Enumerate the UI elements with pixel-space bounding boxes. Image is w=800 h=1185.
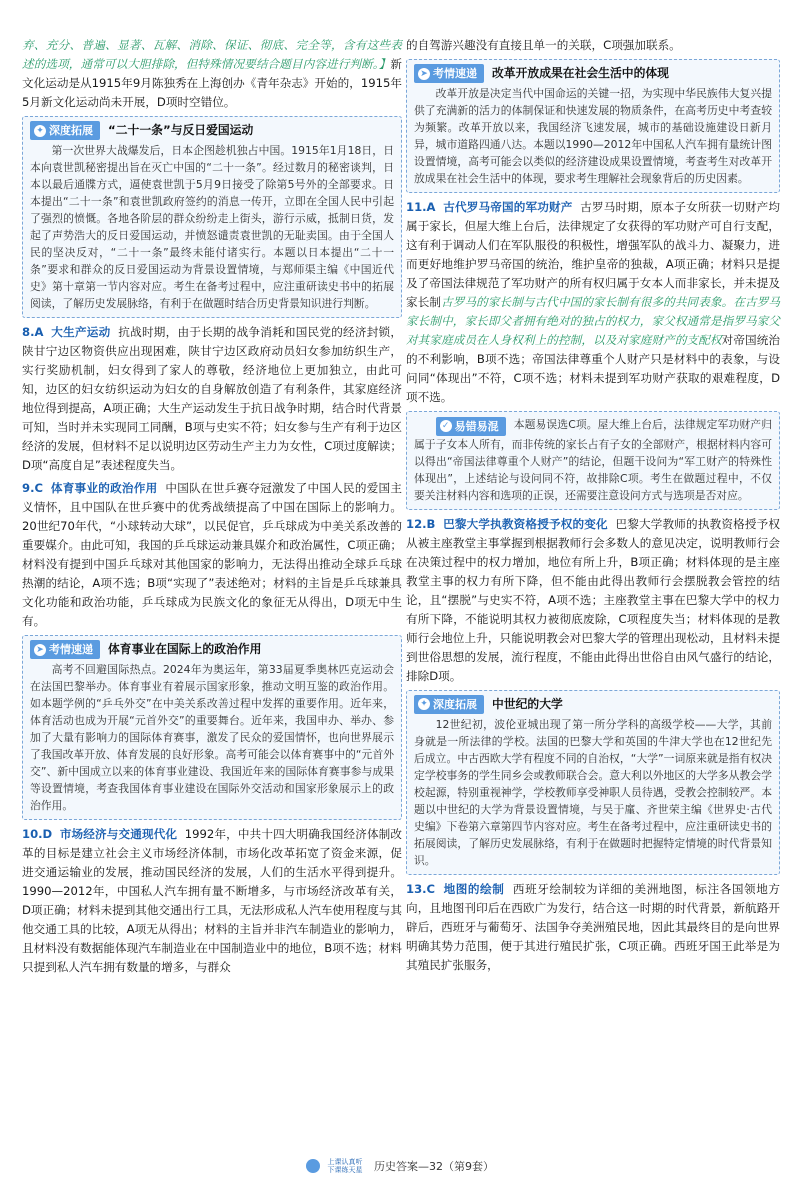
box-title: 中世纪的大学 xyxy=(492,696,563,711)
brand-slogan: 上课认真听 下课练天星 xyxy=(327,1158,363,1174)
page-footer xyxy=(0,1158,800,1174)
box-text: 12世纪初，波伦亚城出现了第一所分学科的高级学校——大学，其前身就是一所法律的学校。法国的巴黎大学和英国的牛津大学也在12世纪先后成立。中古西欧大学有程度不同的自治权，“大学”一词原来就是指有权决定学校事务的学生同乡会或教师联合会。意大利以外地区的大学多从教会学校起源，特别重视神学，学校教师享受神职人员待遇，受教会控制较严。本题以中世纪的大学为背景设置情境，与吴于廑、齐世荣主编《世界史·古代史编》下卷第六章第四节内容对应。考生在备考过程中，应注重研读史书的拓展阅读，了解历史发展脉络，有利于在做题时把握特定情境的时代背景知识。 xyxy=(414,717,772,867)
page-number: 历史答案—32（第9套） xyxy=(374,1160,494,1173)
box-text: 本题易误选C项。屋大维上台后，法律规定军功财产归属于子女本人所有，而非传统的家长占有子女的全部财产，根据材料内容可以得出“帝国法律尊重个人财产”的结论，但题干设问为“军工财产的特殊性体现出”，上述结论与设问同不符，故排除C项。考生在做题过程中，不仅要关注材料内容和选项的正误，还需要注意设问方式与选项是否对应。 xyxy=(414,418,772,502)
exam-box-sports-politics xyxy=(22,635,402,820)
mistake-box xyxy=(406,411,780,510)
answer-13: 13.C 地图的绘制 西班牙绘制较为详细的美洲地图，标注各国领地方向，且地图刊印后在西欧广为发行，结合这一时期的时代背景，新航路开辟后，西班牙与葡萄牙、法国争夺美洲殖民地，因此其最终目的是向世界明确其势力范围，便于其进行殖民扩张，C项正确。西班牙国王此举是为其殖民扩张服务， xyxy=(406,881,780,972)
box-text: 改革开放是决定当代中国命运的关键一招，为实现中华民族伟大复兴提供了充满新的活力的体制保证和快速发展的物质条件，在高考历史中考查较为频繁。改革开放以来，我国经济飞速发展，城市的基础设施建设日新月异，城市道路四通八达。本题以1990—2012年中国私人汽车拥有量统计图设置情境，高考可能会以类似的经济建设成果设置情境，考查考生对改革开放成果在社会生活中的体现，要求考生理解社会现象背后的历史因素。 xyxy=(414,87,772,185)
bulb-icon: ✦ xyxy=(418,698,430,710)
answer-10: 10.D 市场经济与交通现代化 1992年，中共十四大明确我国经济体制改革的目标是建立社会主义市场经济体制，市场化改革拓宽了资金来源，促进交通运输业的发展，推动国民经济的发展，人们的生活水平得到提升。1990—2012年，中国私人汽车拥有量不断增多，与市场经济改革有关，D项正确；材料未提到其他交通出行工具，无法形成私人汽车使用程度与其他交通工具的比较，A项无从得出；材料的主旨并非汽车制造业的影响力，且材料没有数据能体现汽车制造业在中国制造业中的地位，B项不选；材料只提到私人汽车拥有数量的增多，与群众 xyxy=(22,827,402,974)
extension-box-twenty-one-demands xyxy=(22,116,402,318)
plane-icon: ➤ xyxy=(34,644,46,656)
answer-11: 11.A 古代罗马帝国的军功财产 古罗马时期，原本子女所获一切财产均属于家长，但屋大维上台后，法律规定了女获得的军功财产可自行支配，这有利于调动人们在军队服役的积极性，增强军队的战斗力、凝聚力，进而更好地维护罗马帝国的统治，维护皇帝的独裁，A项正确；材料只是提及了帝国法律规范了军功财产的所有权归属于女本人而非家长，并未提及家长制古罗马的家长制与古代中国的家长制有很多的共同表象。在古罗马家长制中，家长即父者拥有绝对的独占的权力，家父权通常是指罗马家父对其家庭成员在人身权利上的控制，以及对家庭财产的支配权对帝国统治的不利影响，B项不选；帝国法律尊重个人财产只是材料中的表象，与设问同“体现出”不符，C项不选；材料未提到军功财产获取的艰难程度，D项不选。 xyxy=(406,200,780,404)
plane-icon: ➤ xyxy=(418,68,430,80)
box-tag: ✦ 深度拓展 xyxy=(30,121,100,140)
intro-text: 新文化运动是从1915年9月陈独秀在上海创办《青年杂志》开始的，1915年5月新文化运动尚未开展，D项时空错位。 xyxy=(22,57,402,109)
exam-box-reform-opening xyxy=(406,59,780,193)
box-tag: ➤ 考情速递 xyxy=(414,64,484,83)
box-text: 高考不回避国际热点。2024年为奥运年，第33届夏季奥林匹克运动会在法国巴黎举办。体育事业有着展示国家形象，推动文明互鉴的政治作用。如本题学例的“乒乓外交”在中美关系改善过程中发挥的重要作用。近年来，体育活动也成为开展“元首外交”的重要舞台。近年来，我国申办、举办、参加了大量有影响力的国际体育赛事，激发了民众的爱国情怀，也向世界展示了我国改革开放、体育发展的良好形象。高考可能会以体育赛事中的“元首外交”、新中国成立以来的体育事业建设、我国近年来的国际体育赛事参与成果等设置情境，考查我国体育事业建设在国际外交活动和国家形象展示上的政治作用。 xyxy=(30,663,394,812)
extension-box-medieval-university xyxy=(406,690,780,875)
intro-paragraph xyxy=(22,36,402,112)
box-title: 改革开放成果在社会生活中的体现 xyxy=(492,66,669,80)
box-text: 第一次世界大战爆发后，日本企图趁机独占中国。1915年1月18日，日本向袁世凯秘密提出旨在灭亡中国的“二十一条”。经过数月的秘密谈判，日本以最后通牒方式，逼使袁世凯于5月9日接受了除第5号外的全部要求。日本提出“二十一条”和袁世凯政府签约的消息一传开，立即在全国人民中引起了强烈的愤慨。各地各阶层的群众纷纷走上街头，游行示威，抵制日货，发起了声势浩大的反日爱国运动，并愤怒谴责袁世凯的无耻卖国。由于全国人民的坚决反对，“二十一条”最终未能付诸实行。本题以日本提出“二十一条”要求和群众的反日爱国运动为背景设置情境，与郑师渠主编《中国近代史》第十章第一节内容对应。考生在备考过程中，应注重研读史书中的拓展阅读，了解历史发展脉络，有利于在做题时结合历史背景知识进行判断。 xyxy=(30,144,394,310)
note-text: 古罗马的家长制与古代中国的家长制有很多的共同表象。在古罗马家长制中，家长即父者拥有绝对的独占的权力，家父权通常是指罗马家父对其家庭成员在人身权利上的控制，以及对家庭财产的支配权 xyxy=(406,295,780,347)
brand-logo-icon xyxy=(306,1159,320,1173)
box-tag: ➤ 考情速递 xyxy=(30,640,100,659)
tip-text: 弃、充分、普遍、显著、瓦解、消除、保证、彻底、完全等，含有这些表述的选项，通常可以大胆排除，但特殊情况要结合题目内容进行判断。】 xyxy=(22,38,402,71)
right-column xyxy=(406,36,780,975)
answer-9: 9.C 体育事业的政治作用 中国队在世乒赛夺冠激发了中国人民的爱国主义情怀，且中国队在世乒赛中的优秀战绩提高了中国在国际上的影响力。20世纪70年代，“小球转动大球”，以民促官，乒乓球成为中美关系改善的重要媒介。由此可知，我国的乒乓球运动兼具媒介和政治属性，C项正确；材料没有提到中国乒乓球对其他国家的影响力，无法得出推动全球乒乓球热潮的结论，A项不选；B项“实现了”表述绝对；材料的主旨是乒乓球兼具文化功能和政治功能，乒乓球成为民族文化的象征无从得出，D项无中生有。 xyxy=(22,481,402,628)
box-title: “二十一条”与反日爱国运动 xyxy=(108,123,254,137)
check-icon: ✓ xyxy=(440,420,452,432)
box-tag: ✓ 易错易混 xyxy=(436,417,506,436)
bulb-icon: ✦ xyxy=(34,125,46,137)
answer-10-continued: 的自驾游兴趣没有直接且单一的关联，C项强加联系。 xyxy=(406,38,681,52)
box-title: 体育事业在国际上的政治作用 xyxy=(108,642,262,656)
left-column xyxy=(22,36,402,977)
box-tag: ✦ 深度拓展 xyxy=(414,695,484,714)
answer-8: 8.A 大生产运动 抗战时期，由于长期的战争消耗和国民党的经济封锁，陕甘宁边区物资供应出现困难，陕甘宁边区政府动员妇女参加纺织生产，实行奖励机制，妇女得到了家人的尊敬，经济地位上更加独立，由此可知，边区的妇女纺织运动为妇女的自身解放创造了有利条件，其家庭经济地位得到提高，A项正确；大生产运动发生于抗日战争时期，结合时代背景可知，当时并未实现同工同酬，B项与史实不符；妇女参与生产有利于边区经济的发展，但材料不足以说明边区劳动生产主力为女性，C项过度解读；D项“高度自足”表述程度失当。 xyxy=(22,325,402,472)
answer-12: 12.B 巴黎大学执教资格授予权的变化 巴黎大学教师的执教资格授予权从被主座教堂主事掌握到根据教师行会多数人的意见决定，说明教师行会在决策过程中的权力增加，地位有所上升，B项正确；材料体现的是主座教堂主事的权力有所下降，但不能由此得出教师行会摆脱教会管控的结论，且“摆脱”与史实不符，A项不选；主座教堂主事在巴黎大学中的权力有所下降，不能说明其权力被彻底废除，C项程度失当；材料体现的是教师行会地位上升，只能说明教会对巴黎大学的管理出现松动，且材料未提到世俗思想的发展，流行程度，不能由此得出世俗自由风气盛行的结论，排除D项。 xyxy=(406,516,780,683)
